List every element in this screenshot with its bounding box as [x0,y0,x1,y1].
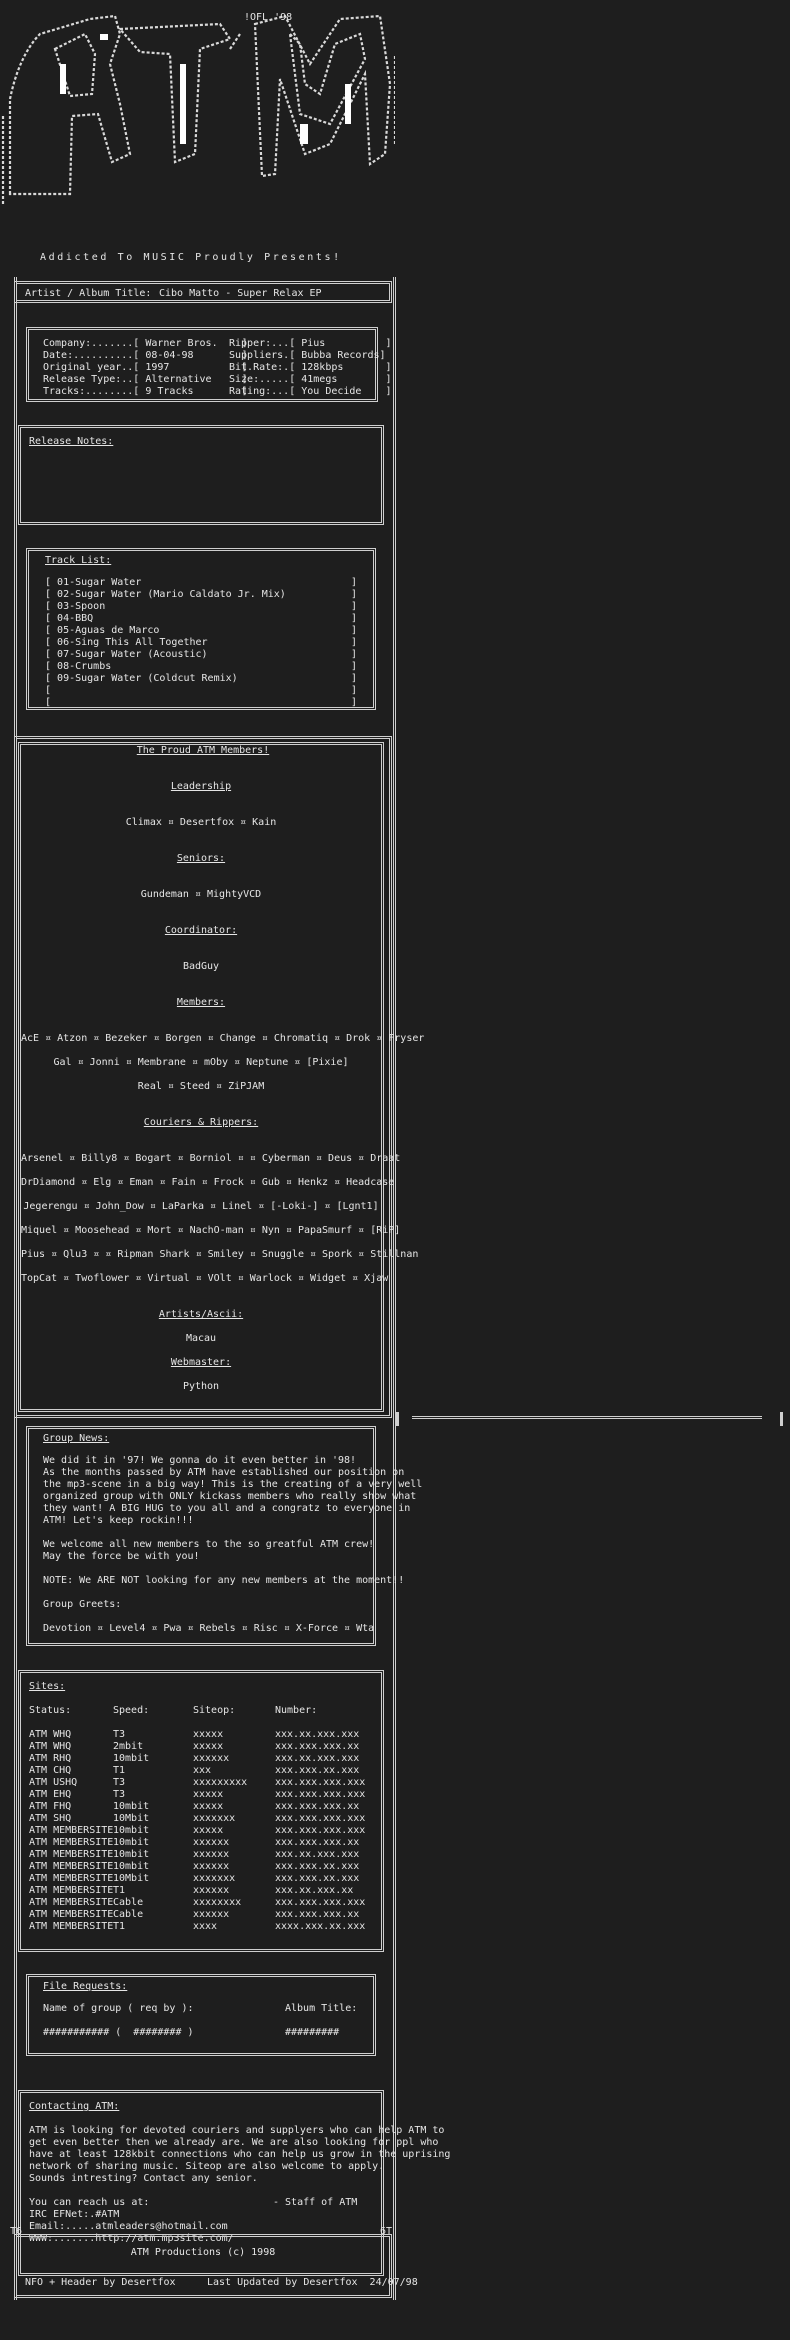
track-item: [ 08-Crumbs [45,661,112,672]
info-box [26,327,392,402]
members-label: Members: [176,997,226,1008]
members-line: Gal ¤ Jonni ¤ Membrane ¤ mOby ¤ Neptune ¤ [Pixie] [53,1057,349,1068]
site-cell: xxxxxx [193,1837,230,1848]
group-news-heading: Group News: [43,1433,110,1444]
track-bracket: ] [351,613,358,624]
track-bracket: ] [351,649,358,660]
site-cell: xxx.xxx.xx.xxx [275,1873,360,1884]
site-cell: xxxxx [193,1825,224,1836]
webmaster-name: Python [182,1381,220,1392]
track-bracket: ] [351,577,358,588]
site-cell: ATM MEMBERSITE [29,1837,114,1848]
couriers-line: Arsenel ¤ Billy8 ¤ Bogart ¤ Borniol ¤ ¤ Cyberman ¤ Deus ¤ Draat [21,1153,401,1164]
info-row: Size:.....[ 41megs ] [229,374,392,385]
site-cell: ATM MEMBERSITE [29,1885,114,1896]
file-requests-heading: File Requests: [43,1981,128,1992]
release-notes-box [18,425,384,525]
site-row [29,1741,369,1753]
site-cell: xxx.xx.xxx.xxx [275,1753,360,1764]
site-cell: xxx.xxx.xxx.xxx [275,1813,366,1824]
seniors-names: Gundeman ¤ MightyVCD [140,889,262,900]
track-bracket: ] [351,673,358,684]
webmaster-label: Webmaster: [170,1357,232,1368]
members-line: AcE ¤ Atzon ¤ Bezeker ¤ Borgen ¤ Change ¤ Chromatiq ¤ Drok ¤ Fryser [21,1033,425,1044]
site-cell: xxxxx [193,1729,224,1740]
contact-irc: IRC EFNet:.#ATM [29,2209,120,2220]
info-row: Rating:...[ You Decide ] [229,386,392,397]
site-cell: T3 [113,1729,126,1740]
info-left [43,338,248,398]
site-row [29,1909,369,1921]
track-item: [ 04-BBQ [45,613,94,624]
track-item: [ 05-Aguas de Marco [45,625,160,636]
site-cell: 10mbit [113,1837,150,1848]
news-line: As the months passed by ATM have established our position on [43,1467,405,1478]
site-cell: xxx.xx.xxx.xxx [275,1729,360,1740]
site-cell: T1 [113,1765,126,1776]
release-notes-heading: Release Notes: [29,436,114,447]
requests-group-label: Name of group ( req by ): [43,2003,194,2014]
info-right [229,338,392,398]
site-cell: xxx.xxx.xx.xxx [275,1765,360,1776]
site-row [29,1873,369,1885]
site-cell: xxxxxx [193,1849,230,1860]
site-cell: T1 [113,1921,126,1932]
sites-table [29,1729,369,1933]
info-row: Bit.Rate:.[ 128kbps ] [229,362,392,373]
requests-group-value: ########### ( ######## ) [43,2027,194,2038]
title-label: Artist / Album Title: [25,288,152,299]
footer-productions: ATM Productions (c) 1998 [130,2247,276,2258]
sites-col-siteop: Siteop: [193,1705,236,1716]
site-cell: ATM SHQ [29,1813,72,1824]
site-cell: xxx.xxx.xxx.xx [275,1741,360,1752]
track-title: 02-Sugar Water (Mario Caldato Jr. Mix) [57,589,286,600]
track-title: 03-Spoon [57,601,106,612]
track-list-brackets [351,577,357,709]
contact-line: get even better then we already are. We are also looking for ppl who [29,2137,439,2148]
contact-line: network of sharing music. Siteop are also welcome to apply. [29,2161,385,2172]
coordinator-name: BadGuy [182,961,220,972]
tagline: Addicted To MUSIC Proudly Presents! [40,252,342,263]
news-line: NOTE: We ARE NOT looking for any new members at the moment!! [43,1575,405,1586]
site-cell: xxxxxxx [193,1873,236,1884]
site-row [29,1729,369,1741]
couriers-line: Jegerengu ¤ John_Dow ¤ LaParka ¤ Linel ¤ [-Loki-] ¤ [Lgnt1] [23,1201,379,1212]
contact-staff: - Staff of ATM [273,2197,358,2208]
track-title: 04-BBQ [57,613,94,624]
couriers-line: Miquel ¤ Moosehead ¤ Mort ¤ NachO-man ¤ Nyn ¤ PapaSmurf ¤ [RiP] [21,1225,401,1236]
site-row [29,1777,369,1789]
site-cell: 10mbit [113,1825,150,1836]
news-line: the mp3-scene in a big way! This is the creating of a very well [43,1479,423,1490]
sites-col-number: Number: [275,1705,318,1716]
site-row [29,1765,369,1777]
track-item: [ 03-Spoon [45,601,106,612]
site-cell: ATM RHQ [29,1753,72,1764]
site-cell: ATM USHQ [29,1777,78,1788]
news-line: Devotion ¤ Level4 ¤ Pwa ¤ Rebels ¤ Risc ¤ X-Force ¤ Wta [43,1623,375,1634]
sites-col-status: Status: [29,1705,72,1716]
site-row [29,1861,369,1873]
coordinator-label: Coordinator: [164,925,238,936]
site-cell: xxxxxx [193,1885,230,1896]
info-row: Company:.......[ Warner Bros. ] [43,338,248,349]
track-list-box [26,548,376,710]
site-cell: T1 [113,1885,126,1896]
track-item: [ [45,697,58,708]
right-divider [412,1416,762,1427]
site-cell: ATM MEMBERSITE [29,1909,114,1920]
track-item: [ [45,685,58,696]
news-line [43,1563,422,1575]
site-cell: xxxxxxxx [193,1897,242,1908]
site-cell: ATM CHQ [29,1765,72,1776]
couriers-label: Couriers & Rippers: [143,1117,259,1128]
contact-line: ATM is looking for devoted couriers and supplyers who can help ATM to [29,2125,445,2136]
track-bracket: ] [351,637,358,648]
atm-ascii-logo [0,4,395,209]
site-row [29,1789,369,1801]
members-heading: The Proud ATM Members! [136,745,270,756]
requests-album-label: Album Title: [285,2003,358,2014]
news-line: We did it in '97! We gonna do it even better in '98! [43,1455,357,1466]
track-bracket: ] [351,625,358,636]
site-cell: xxxxxx [193,1909,230,1920]
site-cell: xxx.xxx.xxx.xxx [275,1825,366,1836]
track-title: 06-Sing This All Together [57,637,208,648]
seniors-label: Seniors: [176,853,226,864]
site-cell: Cable [113,1897,144,1908]
site-cell: xxxx [193,1921,218,1932]
news-line: We welcome all new members to the so greatful ATM crew! [43,1539,375,1550]
contact-www: WWW:.......http://atm.mp3site.com/ [29,2233,234,2244]
artists-label: Artists/Ascii: [158,1309,244,1320]
site-cell: xxx.xxx.xxx.xxx [275,1897,366,1908]
site-cell: ATM FHQ [29,1801,72,1812]
track-list-heading: Track List: [45,555,112,566]
site-cell: xxx.xxx.xxx.xx [275,1909,360,1920]
track-title: 09-Sugar Water (Coldcut Remix) [57,673,238,684]
site-row [29,1897,369,1909]
news-line: they want! A BIG HUG to you all and a congratz to everyone in [43,1503,411,1514]
news-line [43,1527,422,1539]
site-cell: xxxxx [193,1801,224,1812]
artists-name: Macau [185,1333,217,1344]
footer-credit-left: NFO + Header by Desertfox [25,2277,176,2288]
site-cell: xxx.xxx.xxx.xxx [275,1789,366,1800]
site-row [29,1813,369,1825]
site-row [29,1921,369,1933]
leadership-names: Climax ¤ Desertfox ¤ Kain [125,817,277,828]
site-cell: xxxxxxxxx [193,1777,248,1788]
couriers-line: TopCat ¤ Twoflower ¤ Virtual ¤ VOlt ¤ Warlock ¤ Widget ¤ Xjaw [21,1273,389,1284]
site-cell: xxxxxx [193,1861,230,1872]
track-item: [ 09-Sugar Water (Coldcut Remix) [45,673,238,684]
site-cell: T3 [113,1777,126,1788]
group-news-text [43,1455,422,1635]
site-row [29,1885,369,1897]
news-line: organized group with ONLY kickass members who really show what [43,1491,417,1502]
divider-tick-left [396,1412,399,1426]
news-line: ATM! Let's keep rockin!!! [43,1515,194,1526]
site-cell: xxx.xxx.xxx.xx [275,1837,360,1848]
track-bracket: ] [351,661,358,672]
site-cell: xxx.xxx.xx.xxx [275,1861,360,1872]
site-cell: ATM MEMBERSITE [29,1897,114,1908]
contact-line [29,2185,450,2197]
group-news-box [26,1426,423,1646]
track-item: [ 06-Sing This All Together [45,637,208,648]
contact-email: Email:.....atmleaders@hotmail.com [29,2221,228,2232]
couriers-line: Pius ¤ Qlu3 ¤ ¤ Ripman Shark ¤ Smiley ¤ Snuggle ¤ Spork ¤ Stillnan [21,1249,419,1260]
site-cell: xxxxx [193,1741,224,1752]
site-cell: xxx.xxx.xxx.xx [275,1801,360,1812]
news-line: Group Greets: [43,1599,122,1610]
sites-heading: Sites: [29,1681,66,1692]
info-row: Original year..[ 1997 ] [43,362,248,373]
sites-col-speed: Speed: [113,1705,150,1716]
site-cell: 10mbit [113,1753,150,1764]
site-cell: 10Mbit [113,1813,150,1824]
site-cell: xxx.xx.xxx.xx [275,1885,354,1896]
site-row [29,1825,369,1837]
track-bracket: ] [351,589,358,600]
site-cell: ATM MEMBERSITE [29,1861,114,1872]
track-item: [ 02-Sugar Water (Mario Caldato Jr. Mix) [45,589,286,600]
site-cell: ATM WHQ [29,1729,72,1740]
track-bracket: ] [351,601,358,612]
contact-line: Sounds intresting? Contact any senior. [29,2173,258,2184]
info-row: Date:..........[ 08-04-98 ] [43,350,248,361]
site-cell: 10Mbit [113,1873,150,1884]
track-title: 08-Crumbs [57,661,112,672]
contact-line: have at least 128kbit connections who can help us grow in the uprising [29,2149,451,2160]
track-bracket: ] [351,697,358,708]
file-requests-box [26,1974,376,2056]
sites-box [18,1670,384,1952]
info-row: Release Type:..[ Alternative ] [43,374,248,385]
site-cell: ATM MEMBERSITE [29,1825,114,1836]
site-cell: xxx.xxx.xxx.xxx [275,1777,366,1788]
site-cell: xxxxxxx [193,1813,236,1824]
track-list [45,577,286,709]
site-cell: xxxxxx [193,1753,230,1764]
info-row: Suppliers.[ Bubba Records] [229,350,386,361]
contact-heading: Contacting ATM: [29,2101,120,2112]
ofl-tag: !OFL '98 [244,12,293,23]
site-cell: 2mbit [113,1741,144,1752]
contact-reach: You can reach us at: [29,2197,150,2208]
track-title: 05-Aguas de Marco [57,625,160,636]
site-cell: ATM MEMBERSITE [29,1849,114,1860]
info-row: Ripper:...[ Pius ] [229,338,392,349]
divider-tick-right [780,1412,783,1426]
site-cell: xxxx.xxx.xx.xxx [275,1921,366,1932]
title-box [14,281,392,303]
site-cell: Cable [113,1909,144,1920]
members-box [18,742,425,1412]
site-cell: xxx.xx.xxx.xxx [275,1849,360,1860]
corner-right: 6T [380,2226,393,2237]
contact-text [29,2125,450,2197]
track-bracket: ] [351,685,358,696]
footer-credit-right: Last Updated by Desertfox 24/07/98 [207,2277,418,2288]
site-cell: T3 [113,1789,126,1800]
track-title: 07-Sugar Water (Acoustic) [57,649,208,660]
corner-left: T6 [10,2226,23,2237]
site-cell: ATM MEMBERSITE [29,1921,114,1932]
news-line [43,1611,422,1623]
track-title: 01-Sugar Water [57,577,142,588]
site-row [29,1753,369,1765]
site-cell: xxx [193,1765,212,1776]
site-cell: 10mbit [113,1801,150,1812]
news-line: May the force be with you! [43,1551,200,1562]
members-line: Real ¤ Steed ¤ ZiPJAM [137,1081,265,1092]
site-row [29,1849,369,1861]
title-value: Cibo Matto - Super Relax EP [159,288,322,299]
site-cell: ATM WHQ [29,1741,72,1752]
footer-box [14,2234,418,2298]
site-cell: xxxxx [193,1789,224,1800]
news-line [43,1587,422,1599]
site-cell: 10mbit [113,1861,150,1872]
site-row [29,1837,369,1849]
info-row: Tracks:........[ 9 Tracks ] [43,386,248,397]
site-cell: ATM MEMBERSITE [29,1873,114,1884]
couriers-line: DrDiamond ¤ Elg ¤ Eman ¤ Fain ¤ Frock ¤ Gub ¤ Henkz ¤ Headcase [21,1177,395,1188]
requests-album-value: ######### [285,2027,340,2038]
leadership-label: Leadership [170,781,232,792]
site-row [29,1801,369,1813]
track-item: [ 07-Sugar Water (Acoustic) [45,649,208,660]
track-item: [ 01-Sugar Water [45,577,142,588]
site-cell: ATM EHQ [29,1789,72,1800]
site-cell: 10mbit [113,1849,150,1860]
